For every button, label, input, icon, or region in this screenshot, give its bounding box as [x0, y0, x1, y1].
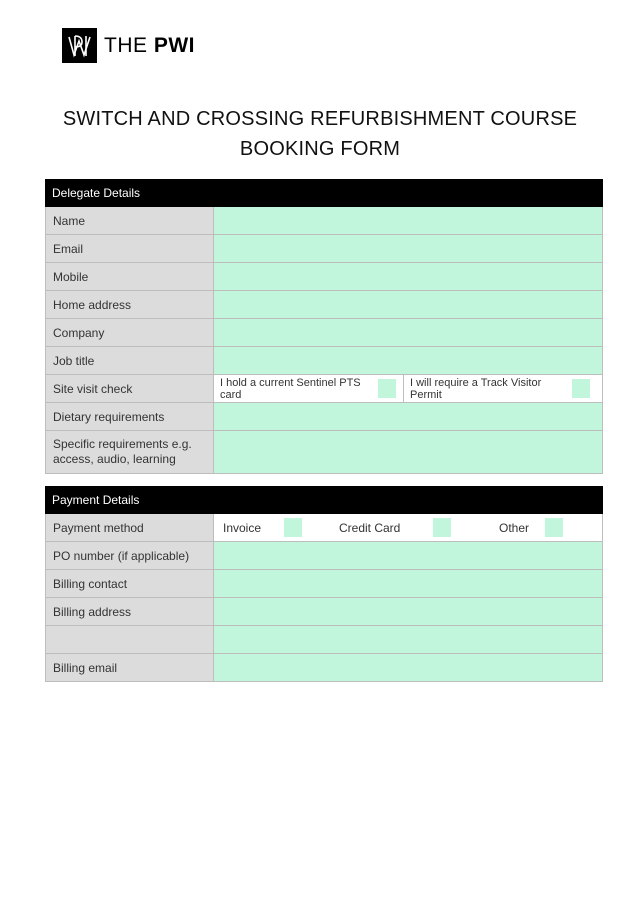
visitor-checkbox[interactable] [572, 379, 590, 398]
other-label: Other [499, 520, 530, 535]
dietary-row [45, 403, 603, 431]
invoice-label: Invoice [223, 520, 262, 535]
logo [62, 28, 195, 63]
specific-requirements-row [45, 431, 603, 474]
billing-contact-label: Billing contact [45, 570, 214, 597]
specific-requirements-field[interactable] [214, 431, 603, 473]
home-address-field[interactable] [214, 291, 603, 318]
home-address-label: Home address [45, 291, 214, 318]
other-checkbox[interactable] [545, 518, 563, 537]
billing-address-line2-row [45, 626, 603, 654]
mobile-label: Mobile [45, 263, 214, 290]
job-title-field[interactable] [214, 347, 603, 374]
billing-contact-row [45, 570, 603, 598]
payment-details-heading: Payment Details [45, 486, 603, 514]
home-address-row [45, 291, 603, 319]
job-title-row [45, 347, 603, 375]
billing-address-line2-field[interactable] [214, 626, 603, 653]
site-visit-row [45, 375, 603, 403]
billing-address-line2-label [45, 626, 214, 653]
company-row [45, 319, 603, 347]
payment-details-section [45, 486, 603, 682]
dietary-label: Dietary requirements [45, 403, 214, 430]
site-visit-label: Site visit check [45, 375, 214, 402]
billing-address-row [45, 598, 603, 626]
visitor-option-label: I will require a Track Visitor Permit [410, 376, 542, 401]
credit-card-checkbox[interactable] [433, 518, 451, 537]
billing-address-field[interactable] [214, 598, 603, 625]
billing-contact-field[interactable] [214, 570, 603, 597]
delegate-details-heading: Delegate Details [45, 179, 603, 207]
name-field[interactable] [214, 207, 603, 234]
billing-email-field[interactable] [214, 654, 603, 681]
billing-email-row [45, 654, 603, 682]
name-row [45, 207, 603, 235]
po-number-row [45, 542, 603, 570]
logo-text [104, 34, 195, 58]
name-label: Name [45, 207, 214, 234]
email-field[interactable] [214, 235, 603, 262]
specific-requirements-label: Specific requirements e.g. access, audio, learning [45, 431, 214, 473]
credit-card-label: Credit Card [339, 520, 401, 535]
po-number-field[interactable] [214, 542, 603, 569]
billing-email-label: Billing email [45, 654, 214, 681]
payment-method-options [214, 514, 603, 541]
sentinel-option-label: I hold a current Sentinel PTS card [220, 376, 361, 401]
mobile-field[interactable] [214, 263, 603, 290]
sentinel-checkbox[interactable] [378, 379, 396, 398]
mobile-row [45, 263, 603, 291]
pwi-monogram-icon [62, 28, 97, 63]
sentinel-option [214, 375, 404, 402]
form-title-line1: SWITCH AND CROSSING REFURBISHMENT COURSE [62, 108, 578, 130]
po-number-label: PO number (if applicable) [45, 542, 214, 569]
site-visit-options [214, 375, 603, 402]
visitor-option [404, 375, 602, 402]
invoice-checkbox[interactable] [284, 518, 302, 537]
email-row [45, 235, 603, 263]
payment-method-row [45, 514, 603, 542]
logo-prefix: THE [104, 33, 148, 57]
company-label: Company [45, 319, 214, 346]
email-label: Email [45, 235, 214, 262]
company-field[interactable] [214, 319, 603, 346]
billing-address-label: Billing address [45, 598, 214, 625]
form-title-line2: BOOKING FORM [239, 138, 401, 160]
payment-method-label: Payment method [45, 514, 214, 541]
job-title-label: Job title [45, 347, 214, 374]
logo-name: PWI [153, 33, 196, 57]
delegate-details-section [45, 179, 603, 474]
dietary-field[interactable] [214, 403, 603, 430]
